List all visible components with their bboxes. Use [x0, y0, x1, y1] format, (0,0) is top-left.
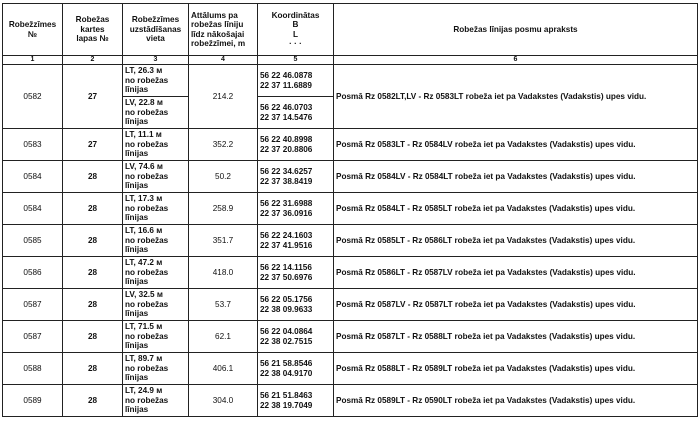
mark-no-cell: 0589: [3, 385, 63, 417]
description-cell: Posmā Rz 0589LT - Rz 0590LT robeža iet pa Vadakstes (Vadakstis) upes vidu.: [334, 385, 698, 417]
table-row: [3, 257, 698, 289]
description-cell: Posmā Rz 0587LT - Rz 0588LT robeža iet pa Vadakstes (Vadakstis) upes vidu.: [334, 321, 698, 353]
mark-no-cell: 0587: [3, 321, 63, 353]
install-place-cell: LT, 89.7 м no robežas līnijas: [123, 353, 189, 385]
install-place-cell: LT, 16.6 м no robežas līnijas: [123, 225, 189, 257]
column-number: 1: [3, 56, 63, 65]
install-place-cell: LT, 24.9 м no robežas līnijas: [123, 385, 189, 417]
mark-no-cell: 0585: [3, 225, 63, 257]
table-row: [3, 161, 698, 193]
description-cell: Posmā Rz 0584LT - Rz 0585LT robeža iet pa Vadakstes (Vadakstis) upes vidu.: [334, 193, 698, 225]
sheet-no-cell: 28: [63, 321, 123, 353]
column-number: 3: [123, 56, 189, 65]
sheet-no-cell: 27: [63, 129, 123, 161]
description-cell: Posmā Rz 0585LT - Rz 0586LT robeža iet pa Vadakstes (Vadakstis) upes vidu.: [334, 225, 698, 257]
table-row: [3, 225, 698, 257]
table-row: [3, 321, 698, 353]
column-number: 6: [334, 56, 698, 65]
mark-no-cell: 0582: [3, 65, 63, 129]
column-number: 2: [63, 56, 123, 65]
coordinates-cell: 56 22 04.0864 22 38 02.7515: [258, 321, 334, 353]
table-row: [3, 65, 698, 97]
sheet-no-cell: 28: [63, 385, 123, 417]
header-distance: Attālums pa robežas līniju līdz nākošajai robežzīmei, m: [189, 4, 258, 56]
coordinates-cell: 56 22 40.8998 22 37 20.8806: [258, 129, 334, 161]
border-marks-table: [2, 3, 698, 417]
description-cell: Posmā Rz 0588LT - Rz 0589LT robeža iet pa Vadakstes (Vadakstis) upes vidu.: [334, 353, 698, 385]
header-mark-no: Robežzīmes №: [3, 4, 63, 56]
distance-cell: 258.9: [189, 193, 258, 225]
sheet-no-cell: 28: [63, 353, 123, 385]
sheet-no-cell: 28: [63, 289, 123, 321]
mark-no-cell: 0584: [3, 193, 63, 225]
install-place-cell: LT, 17.3 м no robežas līnijas: [123, 193, 189, 225]
distance-cell: 304.0: [189, 385, 258, 417]
table-row: [3, 289, 698, 321]
distance-cell: 406.1: [189, 353, 258, 385]
install-place-cell: LT, 71.5 м no robežas līnijas: [123, 321, 189, 353]
coordinates-cell: 56 21 51.8463 22 38 19.7049: [258, 385, 334, 417]
install-place-cell: LV, 74.6 м no robežas līnijas: [123, 161, 189, 193]
coordinates-cell: 56 22 34.6257 22 37 38.8419: [258, 161, 334, 193]
sheet-no-cell: 28: [63, 257, 123, 289]
install-place-cell: LT, 26.3 м no robežas līnijas: [123, 65, 189, 97]
mark-no-cell: 0588: [3, 353, 63, 385]
coordinates-cell: 56 22 46.0878 22 37 11.6889: [258, 65, 334, 97]
column-number-row: [3, 56, 698, 65]
description-cell: Posmā Rz 0586LT - Rz 0587LV robeža iet pa Vadakstes (Vadakstis) upes vidu.: [334, 257, 698, 289]
install-place-cell: LV, 22.8 м no robežas līnijas: [123, 97, 189, 129]
description-cell: Posmā Rz 0587LV - Rz 0587LT robeža iet pa Vadakstes (Vadakstis) upes vidu.: [334, 289, 698, 321]
coordinates-cell: 56 22 24.1603 22 37 41.9516: [258, 225, 334, 257]
header-description: Robežas līnijas posmu apraksts: [334, 4, 698, 56]
table-row: [3, 129, 698, 161]
distance-cell: 214.2: [189, 65, 258, 129]
description-cell: Posmā Rz 0582LT,LV - Rz 0583LT robeža iet pa Vadakstes (Vadakstis) upes vidu.: [334, 65, 698, 129]
mark-no-cell: 0584: [3, 161, 63, 193]
sheet-no-cell: 28: [63, 225, 123, 257]
mark-no-cell: 0586: [3, 257, 63, 289]
install-place-cell: LV, 32.5 м no robežas līnijas: [123, 289, 189, 321]
sheet-no-cell: 28: [63, 193, 123, 225]
distance-cell: 50.2: [189, 161, 258, 193]
table-row: [3, 193, 698, 225]
mark-no-cell: 0587: [3, 289, 63, 321]
coordinates-cell: 56 22 31.6988 22 37 36.0916: [258, 193, 334, 225]
install-place-cell: LT, 47.2 м no robežas līnijas: [123, 257, 189, 289]
distance-cell: 418.0: [189, 257, 258, 289]
header-install-place: Robežzīmes uzstādīšanas vieta: [123, 4, 189, 56]
coordinates-cell: 56 22 46.0703 22 37 14.5476: [258, 97, 334, 129]
table-row: [3, 385, 698, 417]
header-sheet-no: Robežas kartes lapas №: [63, 4, 123, 56]
distance-cell: 53.7: [189, 289, 258, 321]
mark-no-cell: 0583: [3, 129, 63, 161]
description-cell: Posmā Rz 0583LT - Rz 0584LV robeža iet pa Vadakstes (Vadakstis) upes vidu.: [334, 129, 698, 161]
sheet-no-cell: 27: [63, 65, 123, 129]
column-number: 4: [189, 56, 258, 65]
description-cell: Posmā Rz 0584LV - Rz 0584LT robeža iet pa Vadakstes (Vadakstis) upes vidu.: [334, 161, 698, 193]
distance-cell: 62.1: [189, 321, 258, 353]
coordinates-cell: 56 22 05.1756 22 38 09.9633: [258, 289, 334, 321]
header-row: [3, 4, 698, 56]
distance-cell: 351.7: [189, 225, 258, 257]
sheet-no-cell: 28: [63, 161, 123, 193]
coordinates-cell: 56 22 14.1156 22 37 50.6976: [258, 257, 334, 289]
column-number: 5: [258, 56, 334, 65]
table-row: [3, 353, 698, 385]
header-coordinates: Koordinātas B L · · ·: [258, 4, 334, 56]
distance-cell: 352.2: [189, 129, 258, 161]
install-place-cell: LT, 11.1 м no robežas līnijas: [123, 129, 189, 161]
coordinates-cell: 56 21 58.8546 22 38 04.9170: [258, 353, 334, 385]
